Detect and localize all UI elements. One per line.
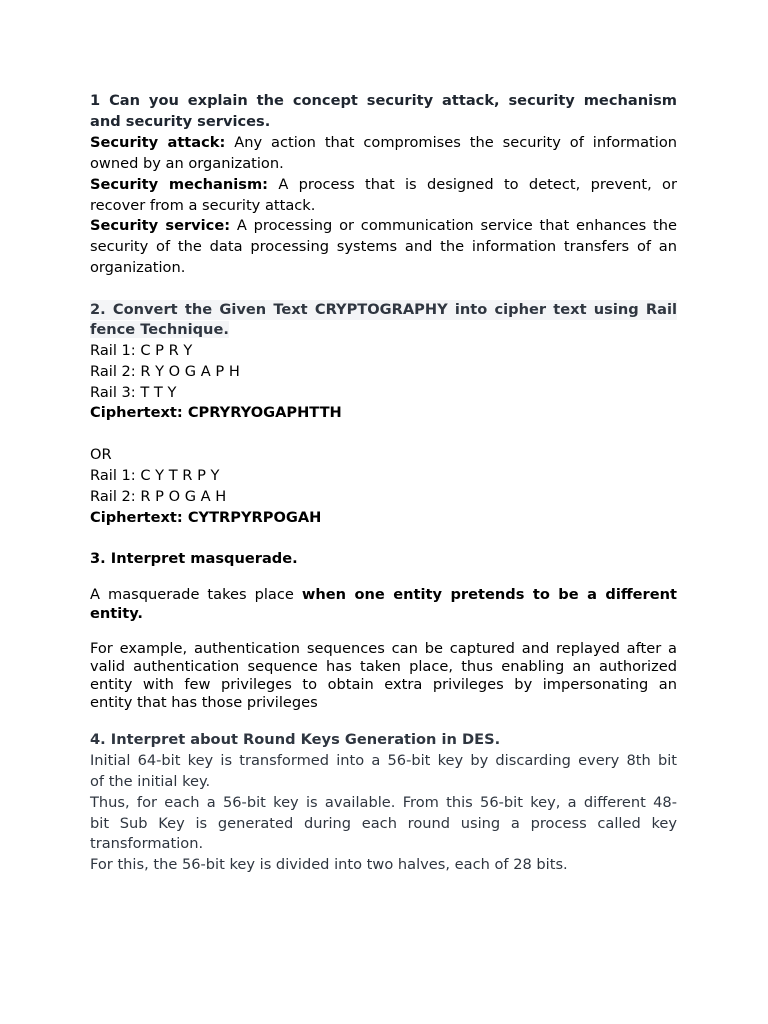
q3-intro-bold: when one entity pretends to be a different (301, 586, 678, 603)
q4-p1-line1: Initial 64-bit key is transformed into a 56-bit key by discarding every 8th bit (90, 752, 677, 769)
q2-option2-rail1: Rail 1: C Y T R P Y (90, 467, 220, 484)
q3-example-line4: entity that has those privileges (90, 694, 318, 711)
q3-example-line1: For example, authentication sequences can be captured and replayed after a (90, 640, 677, 657)
q1-service-line1 (90, 216, 677, 236)
q1-mechanism-line2: recover from a security attack. (90, 197, 316, 214)
q1-mechanism-line1 (90, 175, 677, 195)
attack-label: Security attack: (90, 134, 226, 151)
q3-intro-plain: A masquerade takes place (90, 586, 302, 603)
q2-option2-rail2: Rail 2: R P O G A H (90, 488, 227, 505)
q2-option1-rail3: Rail 3: T T Y (90, 384, 177, 401)
q4-heading: 4. Interpret about Round Keys Generation in DES. (90, 731, 501, 748)
q3-example-line3: entity with few privileges to obtain extra privileges by impersonating an (90, 676, 677, 693)
q4-p2-line3: transformation. (90, 835, 204, 852)
q2-option1-rail1: Rail 1: C P R Y (90, 342, 193, 359)
q2-heading-line1: 2. Convert the Given Text CRYPTOGRAPHY into cipher text using Rail (90, 301, 677, 318)
q1-service-line3: organization. (90, 259, 186, 276)
q4-p1-line2: of the initial key. (90, 773, 211, 790)
q3-intro-line1 (90, 585, 677, 605)
q1-attack-line1 (90, 133, 677, 153)
service-text: A processing or communication service that enhances the (230, 217, 677, 234)
q3-heading: 3. Interpret masquerade. (90, 550, 298, 567)
q4-p2-line1: Thus, for each a 56-bit key is available. From this 56-bit key, a different 48- (90, 794, 677, 811)
q2-or-label: OR (90, 446, 112, 463)
q2-option1-rail2: Rail 2: R Y O G A P H (90, 363, 240, 380)
q2-option2-ciphertext: Ciphertext: CYTRPYRPOGAH (90, 509, 322, 526)
service-label: Security service: (90, 217, 231, 234)
mechanism-label: Security mechanism: (90, 176, 269, 193)
q3-intro-line2: entity. (90, 605, 143, 622)
q1-heading-line2: and security services. (90, 113, 271, 130)
q4-p2-line2: bit Sub Key is generated during each round using a process called key (90, 815, 677, 832)
q1-attack-line2: owned by an organization. (90, 155, 284, 172)
attack-text: Any action that compromises the security of information (225, 134, 677, 151)
q4-p3-line1: For this, the 56-bit key is divided into two halves, each of 28 bits. (90, 856, 568, 873)
q2-heading-line2-text: fence Technique. (90, 321, 229, 338)
q1-service-line2: security of the data processing systems and the information transfers of an (90, 238, 677, 255)
q3-example-line2: valid authentication sequence has taken place, thus enabling an authorized (90, 658, 677, 675)
q2-option1-ciphertext: Ciphertext: CPRYRYOGAPHTTH (90, 404, 342, 421)
q1-heading-line1: 1 Can you explain the concept security attack, security mechanism (90, 92, 677, 109)
mechanism-text: A process that is designed to detect, prevent, or (268, 176, 677, 193)
q2-heading-line2 (90, 320, 677, 340)
